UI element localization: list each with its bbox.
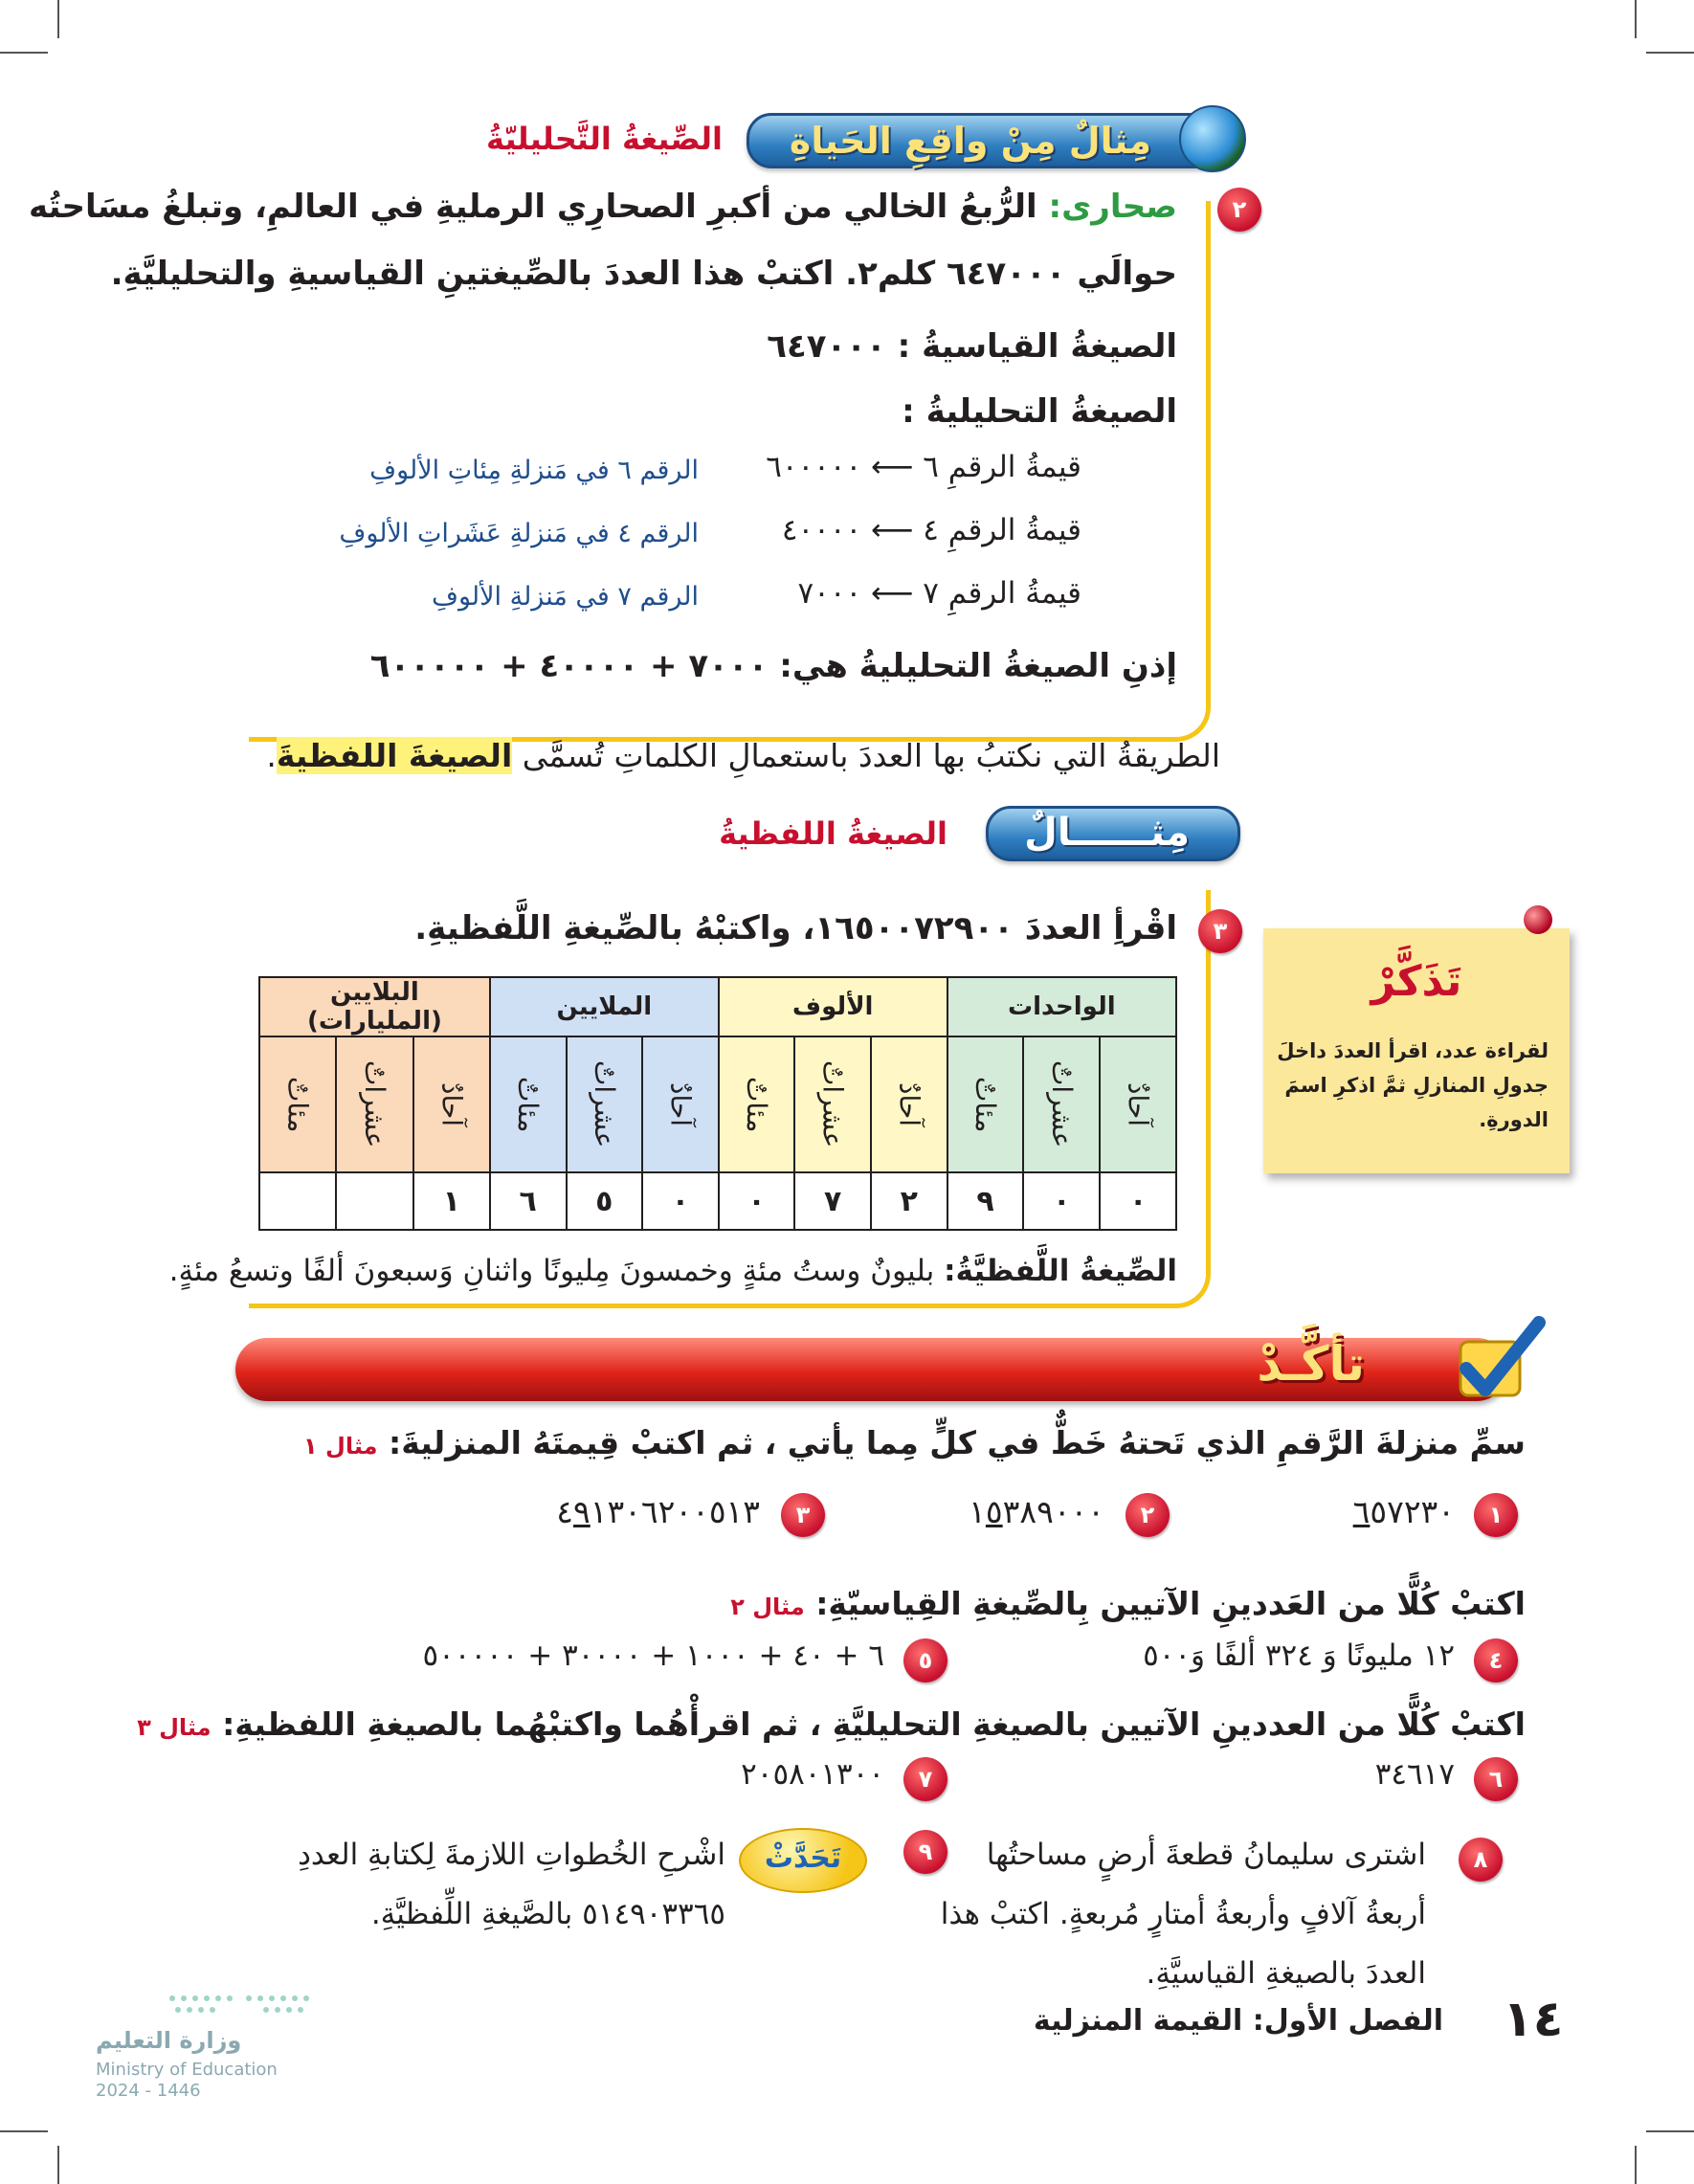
ministry-logo-icon [163, 1991, 316, 2019]
exercise-text: ٥١٤٩٠٣٣٦٥ بالصَّيغةِ اللِّفظيَّةِ. [370, 1897, 725, 1931]
exercise-value [1353, 1493, 1455, 1530]
underlined-digit: ٦ [1352, 1493, 1371, 1530]
digit-cell: ١ [413, 1172, 490, 1230]
crop-mark [1646, 2130, 1694, 2132]
place-header: آحادٌ [413, 1036, 490, 1172]
example-banner [986, 806, 1240, 861]
place-header: مئاتٌ [947, 1036, 1024, 1172]
ministry-name-en: Ministry of Education [96, 2060, 278, 2080]
exercise-number: ٨ [1459, 1838, 1503, 1882]
group-header-thousands: الألوف [719, 977, 947, 1036]
digits: ٥٧٢٣٠ [1370, 1493, 1455, 1530]
digit-value-row: قيمةُ الرقمِ ٤ ⟵ ٤٠٠٠٠ [781, 513, 1081, 547]
place-header: مئاتٌ [259, 1036, 336, 1172]
place-value-table [258, 976, 1177, 1231]
place-header: آحادٌ [871, 1036, 947, 1172]
remember-line: لقراءة عدد، اقرأ العددَ داخلَ [1277, 1039, 1549, 1062]
example-number: ٢ [1217, 188, 1261, 232]
intro-end: . [266, 737, 277, 774]
exercise-value: ٢٠٥٨٠١٣٠٠ [741, 1757, 884, 1792]
checkmark-icon [1443, 1313, 1549, 1409]
chapter-label: الفصل الأول: [1252, 2004, 1443, 2038]
check-banner [235, 1338, 1508, 1401]
ministry-name-ar: وزارة التعليم [96, 2027, 242, 2054]
exercise-text: اشْرحِ الخُطواتِ اللازمةَ لِكتابةِ العددِ [298, 1838, 725, 1872]
word-form-intro [266, 737, 1220, 774]
intro-text: الطريقةُ التي نكتبُ بها العددَ باستعمالِ الكلماتِ تُسمَّى [522, 737, 1220, 774]
real-life-example-banner [747, 113, 1240, 168]
edition-year: 2024 - 1446 [96, 2081, 201, 2101]
highlighted-term: الصيغةَ اللفظيةَ [276, 737, 513, 774]
digit-cell: ٦ [490, 1172, 567, 1230]
digits: ١ [969, 1493, 986, 1530]
digits: ١٣٠٦٢٠٠٥١٣ [590, 1493, 760, 1530]
remember-line: جدولِ المنازلِ ثمَّ اذكرِ اسمَ [1284, 1074, 1549, 1097]
digit-cell [336, 1172, 412, 1230]
crop-mark [1635, 2146, 1637, 2184]
question-text: سمِّ منزلةَ الرَّقمِ الذي تَحتهُ خَطٌّ في كلٍّ مِما يأتي ، ثم اكتبْ قِيمتَهُ المنزليةَ: [389, 1424, 1526, 1461]
example-number: ٣ [1198, 909, 1242, 953]
exercise-number: ٩ [903, 1830, 947, 1874]
check-title: تأكَّـدْ [1257, 1336, 1365, 1392]
question-3 [137, 1705, 1526, 1743]
digit-cell: ٧ [794, 1172, 871, 1230]
globe-icon [1179, 105, 1246, 172]
question-text: اكتبْ كُلًّا من العددينِ الآتيين بالصيغةِ التحليليَّةِ ، ثم اقرأْهُما واكتبْهُما بالصيغةِ اللفظيةِ: [222, 1705, 1526, 1743]
word-form-line [169, 1254, 1177, 1288]
exercise-number: ٣ [781, 1493, 825, 1537]
question-2 [730, 1585, 1526, 1622]
exercise-number: ٦ [1474, 1757, 1518, 1801]
place-header: آحادٌ [642, 1036, 719, 1172]
place-header: آحادٌ [1100, 1036, 1176, 1172]
place-header: مئاتٌ [719, 1036, 795, 1172]
digit-cell: ٠ [1023, 1172, 1100, 1230]
exercise-number: ٥ [903, 1638, 947, 1683]
digit-value-row: قيمةُ الرقمِ ٧ ⟵ ٧٠٠٠ [797, 576, 1081, 611]
group-header-millions: الملايين [490, 977, 719, 1036]
question-1 [303, 1424, 1526, 1461]
remember-line: الدورةِ. [1479, 1108, 1549, 1131]
exercise-value: ١٢ مليونًا وَ ٣٢٤ ألفًا وَ٥٠٠ [1143, 1638, 1455, 1673]
place-header: عشراتٌ [794, 1036, 871, 1172]
digit-value-row: قيمةُ الرقمِ ٦ ⟵ ٦٠٠٠٠٠ [766, 450, 1081, 484]
problem-prompt: اقْرأِ العددَ ١٦٥٠٠٧٢٩٠٠، واكتبْهُ بالصِّيغةِ اللَّفظيةِ. [414, 909, 1177, 947]
exercise-text: اشترى سليمانُ قطعةَ أرضٍ مساحتُها [986, 1838, 1426, 1872]
underlined-digit: ٥ [985, 1493, 1003, 1530]
example-ref: مثال ١ [303, 1433, 378, 1460]
example-ref: مثال ٣ [137, 1714, 212, 1741]
question-text: اكتبْ كُلًّا من العَددينِ الآتيين بِالصِّيغةِ القِياسيّةِ: [815, 1585, 1526, 1622]
banner-text: مِثــــــالٌ [1024, 811, 1190, 855]
crop-mark [57, 2146, 59, 2184]
place-note: الرقم ٧ في مَنزلةِ الألوفِ [431, 582, 699, 612]
place-header: عشراتٌ [567, 1036, 643, 1172]
place-header: عشراتٌ [336, 1036, 412, 1172]
exercise-value: ٦ + ٤٠ + ١٠٠٠ + ٣٠٠٠٠ + ٥٠٠٠٠٠ [422, 1638, 884, 1673]
place-header: عشراتٌ [1023, 1036, 1100, 1172]
crop-mark [57, 0, 59, 38]
problem-line-2: حوالَي ٦٤٧٠٠٠ كلم٢. اكتبْ هذا العددَ بالصِّيغتينِ القياسيةِ والتحليليَّةِ. [110, 255, 1177, 293]
remember-note [1263, 928, 1570, 1173]
digit-cell: ٢ [871, 1172, 947, 1230]
crop-mark [0, 52, 48, 54]
expanded-form-label: الصيغةُ التحليليةُ : [902, 392, 1177, 431]
exercise-value: ٣٤٦١٧ [1374, 1757, 1455, 1792]
underlined-digit: ٩ [573, 1493, 591, 1530]
talk-bubble [739, 1828, 867, 1893]
chapter-footer [1034, 2004, 1443, 2038]
exercise-text: العددَ بالصيغةِ القياسيَّةِ. [1146, 1956, 1426, 1991]
exercise-number: ٢ [1126, 1493, 1170, 1537]
problem-label: صحارى: [1048, 188, 1177, 226]
crop-mark [1635, 0, 1637, 38]
exercise-value [969, 1493, 1104, 1530]
group-header-billions: البلايين (المليارات) [259, 977, 490, 1036]
pushpin-icon [1524, 905, 1552, 934]
digit-cell: ٩ [947, 1172, 1024, 1230]
exercise-number: ١ [1474, 1493, 1518, 1537]
standard-form: الصيغةُ القياسيةُ : ٦٤٧٠٠٠ [767, 327, 1177, 366]
place-note: الرقم ٤ في مَنزلةِ عَشَراتِ الألوفِ [339, 519, 699, 548]
section-title: الصِّيغةُ التَّحليليّةُ [486, 121, 723, 157]
problem-line-1 [29, 188, 1177, 226]
place-header: مئاتٌ [490, 1036, 567, 1172]
expanded-form-result: إذنِ الصيغةُ التحليليةُ هي: ٧٠٠٠ + ٤٠٠٠٠ + ٦٠٠٠٠٠ [369, 647, 1177, 685]
exercise-text: أربعةُ آلافٍ وأربعةُ أمتارٍ مُربعةٍ. اكتبْ هذا [940, 1897, 1426, 1931]
digit-cell: ٠ [1100, 1172, 1176, 1230]
exercise-number: ٧ [903, 1757, 947, 1801]
section-title: الصيغةُ اللفظيةُ [719, 815, 947, 852]
example-ref: مثال ٢ [730, 1593, 805, 1620]
digits: ٣٨٩٠٠٠ [1002, 1493, 1104, 1530]
word-form-text: بليونٌ وستُ مئةٍ وخمسونَ مِليونًا واثنانِ وَسبعونَ ألفًا وتسعُ مئةٍ. [168, 1254, 935, 1288]
digit-cell [259, 1172, 336, 1230]
banner-text: مِثالٌ مِنْ واقِعِ الحَياةِ [789, 120, 1151, 162]
place-note: الرقم ٦ في مَنزلةِ مِئاتِ الألوفِ [369, 456, 699, 485]
word-form-label: الصِّيغةُ اللَّفظيَّةُ: [944, 1254, 1177, 1288]
exercise-value [556, 1493, 760, 1530]
chapter-title: القيمة المنزلية [1033, 2004, 1243, 2038]
digit-cell: ٠ [719, 1172, 795, 1230]
digit-cell: ٠ [642, 1172, 719, 1230]
group-header-ones: الواحدات [947, 977, 1176, 1036]
problem-text-1: الرُّبعُ الخالي من أكبرِ الصحارِي الرمليةِ في العالمِ، وتبلغُ مسَاحتُه [29, 188, 1037, 226]
crop-mark [1646, 52, 1694, 54]
crop-mark [0, 2130, 48, 2132]
digit-cell: ٥ [567, 1172, 643, 1230]
digits: ٤ [556, 1493, 574, 1530]
remember-title: تَذَكَّرْ [1371, 957, 1462, 1006]
page-number: ١٤ [1503, 1991, 1564, 2048]
talk-label: تَحَدَّثْ [764, 1841, 842, 1875]
exercise-number: ٤ [1474, 1638, 1518, 1683]
